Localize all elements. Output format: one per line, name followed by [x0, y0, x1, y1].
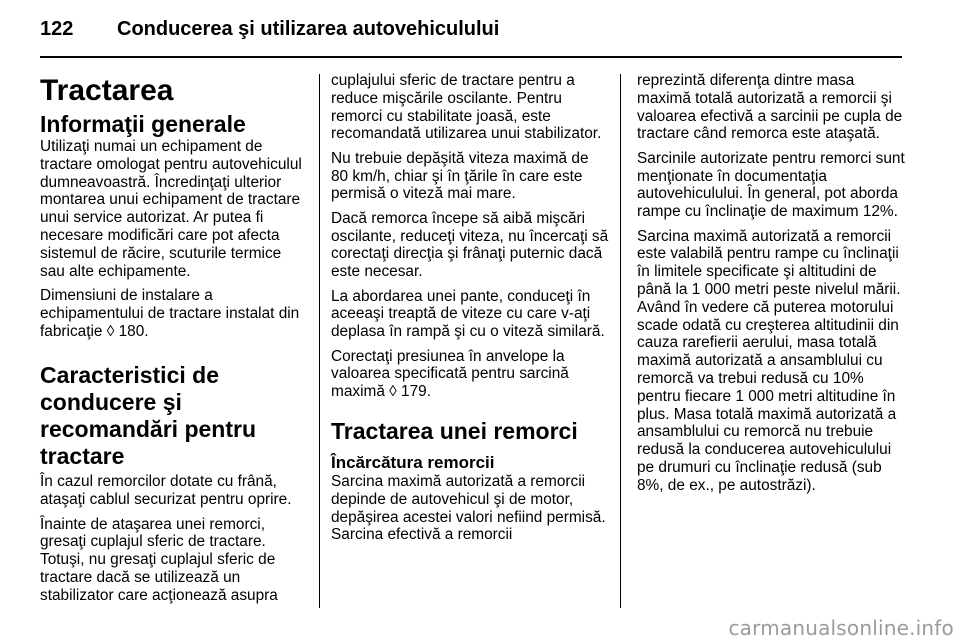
heading-tractarea-unei-remorci: Tractarea unei remorci — [331, 417, 578, 444]
paragraph-stabilizer: cuplajului sferic de tractare pentru a reduce mişcările oscilante. Pentru remorci cu stabilitate joasă, este recomandată utilizarea unui stabilizator. — [331, 72, 602, 143]
section-title-tractarea: Tractarea — [40, 74, 174, 107]
watermark: carmanualsonline.info — [728, 616, 954, 640]
column-divider-1 — [319, 74, 320, 608]
heading-informatii-generale: Informaţii generale — [40, 111, 246, 137]
paragraph-slope: La abordarea unei pante, conduceţi în aceeaşi treaptă de viteze cu care v-aţi deplasa în rampă şi cu o viteză similară. — [331, 287, 605, 341]
header-rule — [40, 56, 902, 58]
chapter-title: Conducerea şi utilizarea autovehiculului — [117, 18, 500, 40]
paragraph-difference: reprezintă diferenţa dintre masa maximă totală autorizată a remorcii şi valoarea efectivă a sarcinii pe cupla de tractare când remorca este ataşată. — [637, 72, 903, 143]
heading-caracteristici: Caracteristici de conducere şi recomandări pentru tractare — [40, 362, 256, 470]
heading-incarcatura-remorcii: Încărcătura remorcii — [331, 452, 495, 472]
paragraph-grease: Înainte de ataşarea unei remorci, gresaţi cuplajul sferic de tractare. Totuşi, nu gresaţi cuplajul sferic de tractare dacă se utilizează un stabilizator care acţionează asupra — [40, 515, 278, 604]
paragraph-dimensions: Dimensiuni de instalare a echipamentului de tractare instalat din fabricaţie ◊ 180. — [40, 286, 300, 340]
paragraph-max-speed: Nu trebuie depăşită viteza maximă de 80 km/h, chiar şi în ţările în care este permisă o viteză mai mare. — [331, 149, 589, 203]
paragraph-equipment: Utilizaţi numai un echipament de tractare omologat pentru autovehiculul dumneavoastră. Încredinţaţi ulterior montarea unui echipament de tractare unui service autorizat. Ar putea fi necesare modificări care pot afecta sistemul de răcire, scuturile termice sau alte echipamente. — [40, 138, 302, 280]
paragraph-altitude: Sarcina maximă autorizată a remorcii este valabilă pentru rampe cu înclinaţii în limitele specificate şi altitudini de până la 1 000 metri peste nivelul mării. Având în vedere că puterea motorului scade odată cu creşterea altitudinii din cauza rarefierii aerului, masa totală maximă autorizată a ansamblului cu remorcă va trebui redusă cu 10% pentru fiecare 1 000 metri altitudine în plus. Masa totală maximă autorizată a ansamblului cu remorcă nu trebuie redusă la conducerea autovehiculului pe drumuri cu înclinaţie redusă (sub 8%, de ex., pe autostrăzi). — [637, 227, 901, 494]
column-divider-2 — [620, 74, 621, 608]
column-2 — [331, 72, 609, 551]
column-3 — [637, 72, 909, 501]
paragraph-tyre-pressure: Corectaţi presiunea în anvelope la valoarea specificată pentru sarcină maximă ◊ 179. — [331, 347, 569, 401]
page-number: 122 — [40, 18, 74, 40]
paragraph-brake-cable: În cazul remorcilor dotate cu frână, ataşaţi cablul securizat pentru oprire. — [40, 473, 292, 509]
paragraph-trailer-load: Sarcina maximă autorizată a remorcii depinde de autovehicul şi de motor, depăşirea acestei valori nefiind permisă. Sarcina efectivă a remorcii — [331, 472, 606, 544]
column-1 — [40, 72, 308, 611]
paragraph-oscillation: Dacă remorca începe să aibă mişcări oscilante, reduceţi viteza, nu încercaţi să corectaţi direcţia şi frânaţi puternic dacă este necesar. — [331, 209, 609, 281]
paragraph-authorized-loads: Sarcinile autorizate pentru remorci sunt menţionate în documentaţia autovehiculului. În general, pot aborda rampe cu înclinaţie de maximum 12%. — [637, 149, 905, 221]
